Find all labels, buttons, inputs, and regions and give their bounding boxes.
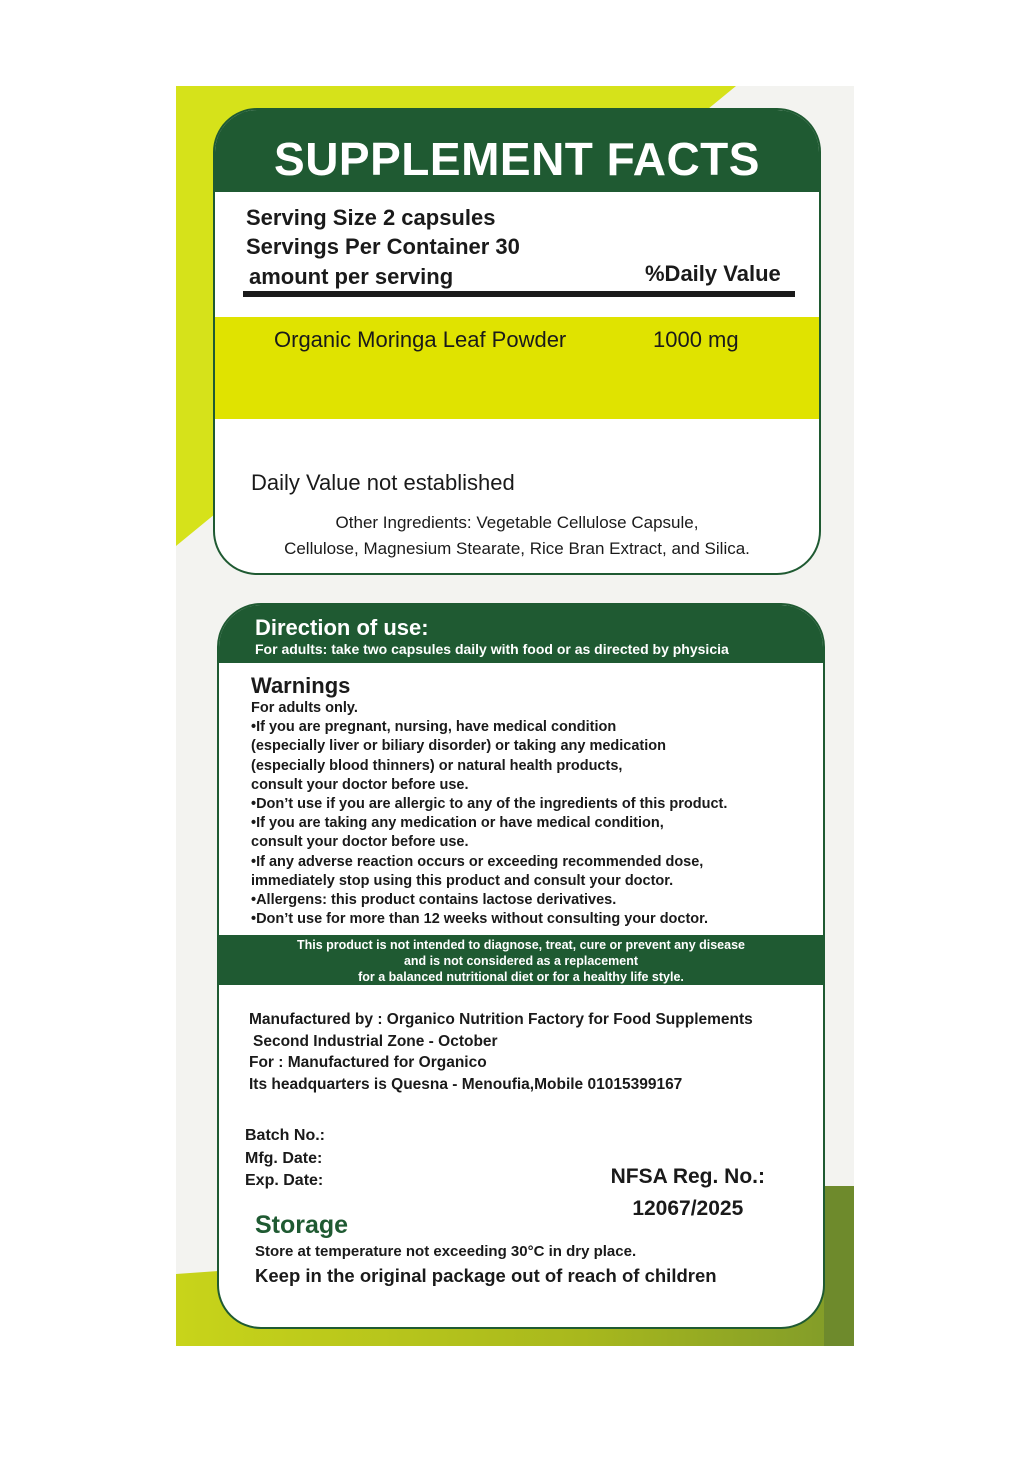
mfg-date-label: Mfg. Date: bbox=[245, 1149, 323, 1167]
warning-line: •Don’t use for more than 12 weeks without consulting your doctor. bbox=[251, 911, 709, 928]
warning-line: •If you are pregnant, nursing, have medical condition bbox=[251, 719, 617, 736]
ingredient-name: Organic Moringa Leaf Powder bbox=[274, 327, 567, 352]
warnings-title: Warnings bbox=[251, 673, 351, 698]
storage-instructions: Store at temperature not exceeding 30°C in dry place. bbox=[255, 1243, 637, 1260]
directions-header bbox=[219, 605, 823, 663]
warning-line: •If any adverse reaction occurs or exceeding recommended dose, bbox=[251, 853, 704, 870]
facts-header bbox=[215, 110, 819, 192]
olive-side-decoration bbox=[824, 1186, 854, 1346]
serving-size: Serving Size 2 capsules bbox=[246, 205, 496, 230]
warning-line: For adults only. bbox=[251, 700, 358, 716]
warning-line: (especially liver or biliary disorder) or taking any medication bbox=[251, 738, 666, 755]
disclaimer-line: and is not considered as a replacement bbox=[403, 954, 639, 968]
disclaimer-line: for a balanced nutritional diet or for a healthy life style. bbox=[358, 970, 684, 984]
disclaimer-band bbox=[219, 935, 823, 985]
warning-line: (especially blood thinners) or natural health products, bbox=[251, 757, 623, 774]
other-ingredients bbox=[215, 510, 819, 562]
batch-number-label: Batch No.: bbox=[245, 1127, 325, 1144]
nfsa-registration bbox=[611, 1161, 765, 1225]
warning-line: •Don’t use if you are allergic to any of the ingredients of this product. bbox=[251, 796, 728, 813]
ingredient-amount: 1000 mg bbox=[653, 327, 739, 352]
warning-line: consult your doctor before use. bbox=[251, 834, 469, 851]
servings-per-container: Servings Per Container 30 bbox=[246, 234, 520, 259]
manufacturer-info bbox=[249, 1009, 753, 1095]
warning-line: immediately stop using this product and consult your doctor. bbox=[251, 872, 674, 889]
nfsa-number: 12067/2025 bbox=[632, 1197, 744, 1220]
warning-line: •Allergens: this product contains lactose derivatives. bbox=[251, 892, 617, 909]
storage-title: Storage bbox=[255, 1211, 349, 1239]
exp-date-label: Exp. Date: bbox=[245, 1172, 324, 1189]
supplement-facts-panel bbox=[213, 108, 821, 575]
ingredient-band bbox=[215, 317, 819, 419]
usage-panel bbox=[217, 603, 825, 1329]
batch-info bbox=[245, 1125, 325, 1193]
facts-divider bbox=[243, 291, 795, 297]
directions-text: For adults: take two capsules daily with food or as directed by physicia bbox=[255, 641, 729, 657]
manufacturer-line: Its headquarters is Quesna - Menoufia,Mobile 01015399167 bbox=[249, 1075, 683, 1093]
nfsa-label: NFSA Reg. No.: bbox=[610, 1165, 765, 1188]
child-safety-note: Keep in the original package out of reach of children bbox=[255, 1265, 717, 1286]
other-ingredients-line: Cellulose, Magnesium Stearate, Rice Bran Extract, and Silica. bbox=[284, 539, 750, 558]
daily-value-note: Daily Value not established bbox=[251, 470, 515, 495]
other-ingredients-line: Other Ingredients: Vegetable Cellulose Capsule, bbox=[335, 513, 699, 532]
daily-value-header: %Daily Value bbox=[645, 261, 781, 286]
manufacturer-line: For : Manufactured for Organico bbox=[249, 1054, 487, 1071]
directions-title: Direction of use: bbox=[255, 615, 429, 640]
warning-line: consult your doctor before use. bbox=[251, 776, 469, 793]
warning-line: •If you are taking any medication or have medical condition, bbox=[251, 815, 664, 832]
facts-title: SUPPLEMENT FACTS bbox=[274, 133, 760, 185]
amount-per-serving: amount per serving bbox=[249, 264, 454, 289]
disclaimer-line: This product is not intended to diagnose, treat, cure or prevent any disease bbox=[296, 938, 745, 952]
warnings-list bbox=[251, 699, 727, 929]
manufacturer-line: Second Industrial Zone - October bbox=[253, 1032, 498, 1050]
manufacturer-line: Manufactured by : Organico Nutrition Factory for Food Supplements bbox=[249, 1011, 753, 1028]
